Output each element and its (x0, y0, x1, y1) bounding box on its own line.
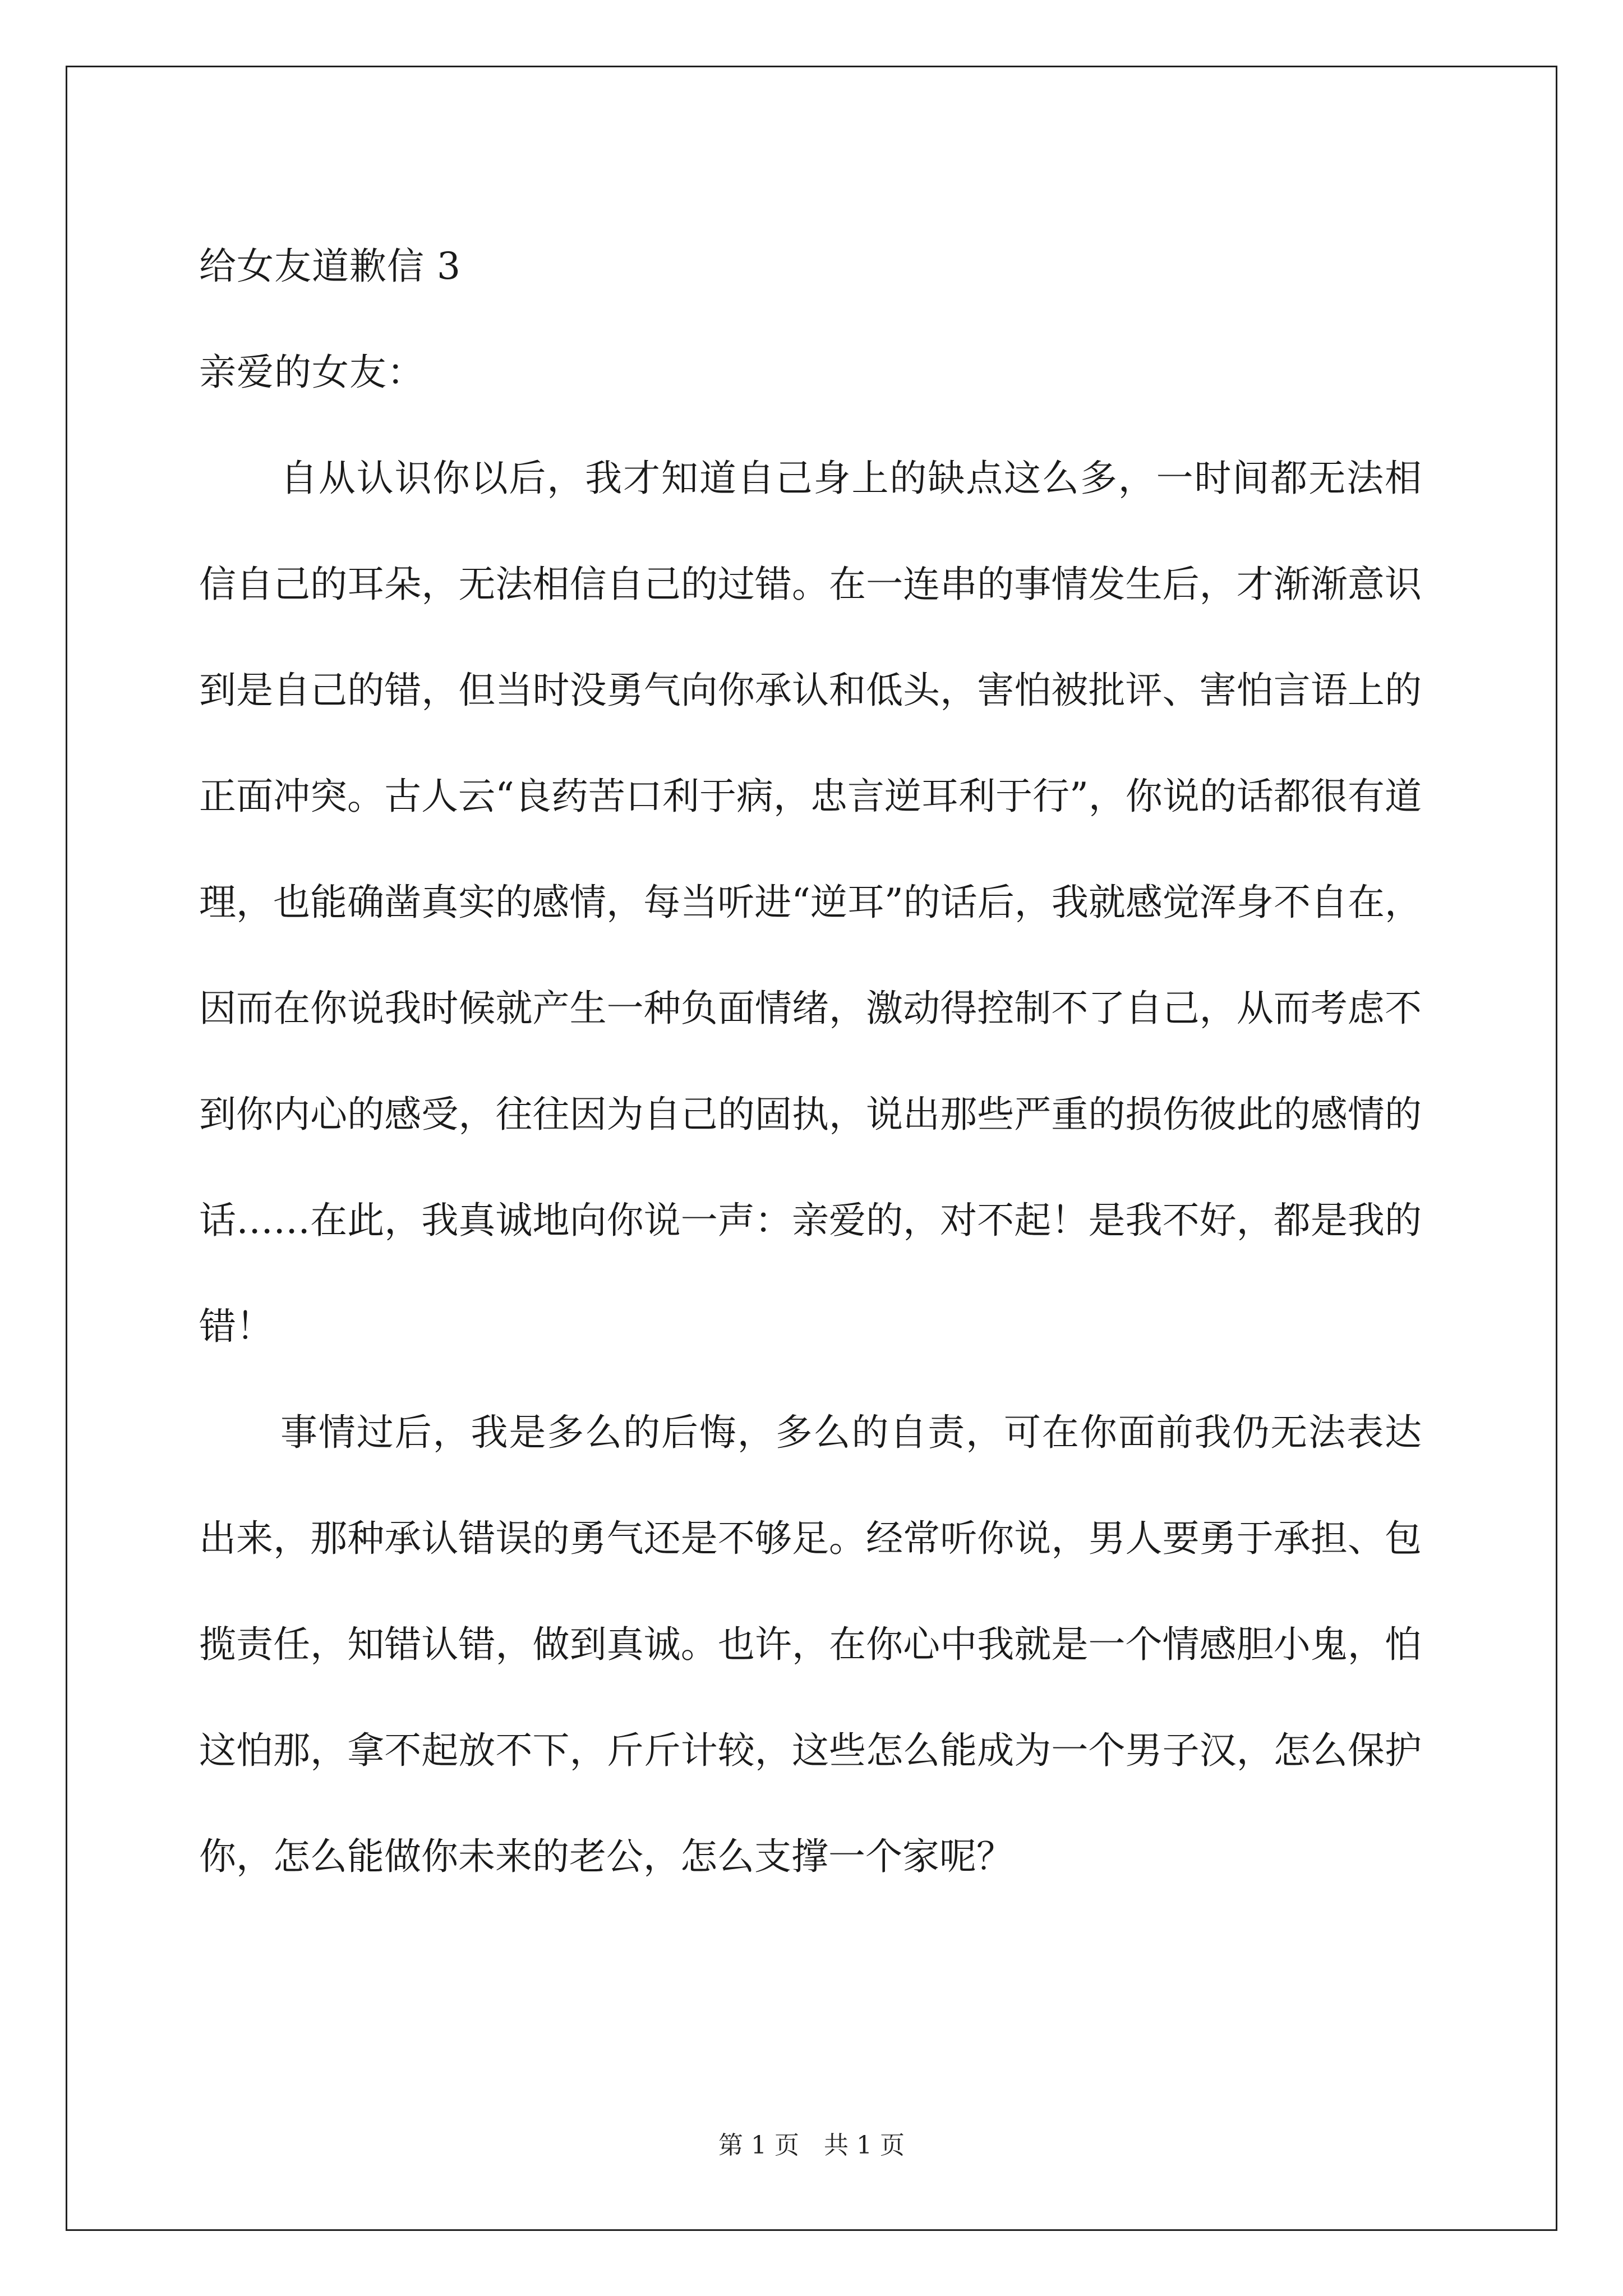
page-number-footer: 第 1 页 共 1 页 (718, 2131, 905, 2160)
paragraph-1: 自从认识你以后，我才知道自己身上的缺点这么多，一时间都无法相信自己的耳朵，无法相信自己的过错。在一连串的事情发生后，才渐渐意识到是自己的错，但当时没勇气向你承认和低头，害怕被批评、害怕言语上的正面冲突。古人云“良药苦口利于病，忠言逆耳利于行”，你说的话都很有道理，也能确凿真实的感情，每当听进“逆耳”的话后，我就感觉浑身不自在，因而在你说我时候就产生一种负面情绪，激动得控制不了自己，从而考虑不到你内心的感受，往往因为自己的固执，说出那些严重的损伤彼此的感情的话……在此，我真诚地向你说一声：亲爱的，对不起！是我不好，都是我的错！ (199, 457, 1422, 1348)
salutation: 亲爱的女友： (199, 351, 425, 394)
document-title: 给女友道歉信 3 (199, 245, 461, 288)
paragraph-2: 事情过后，我是多么的后悔，多么的自责，可在你面前我仍无法表达出来，那种承认错误的勇气还是不够足。经常听你说，男人要勇于承担、包揽责任，知错认错，做到真诚。也许，在你心中我就是一个情感胆小鬼，怕这怕那，拿不起放不下，斤斤计较，这些怎么能成为一个男子汉，怎么保护你，怎么能做你未来的老公，怎么支撑一个家呢？ (199, 1411, 1422, 1878)
document-body (199, 213, 1422, 1910)
